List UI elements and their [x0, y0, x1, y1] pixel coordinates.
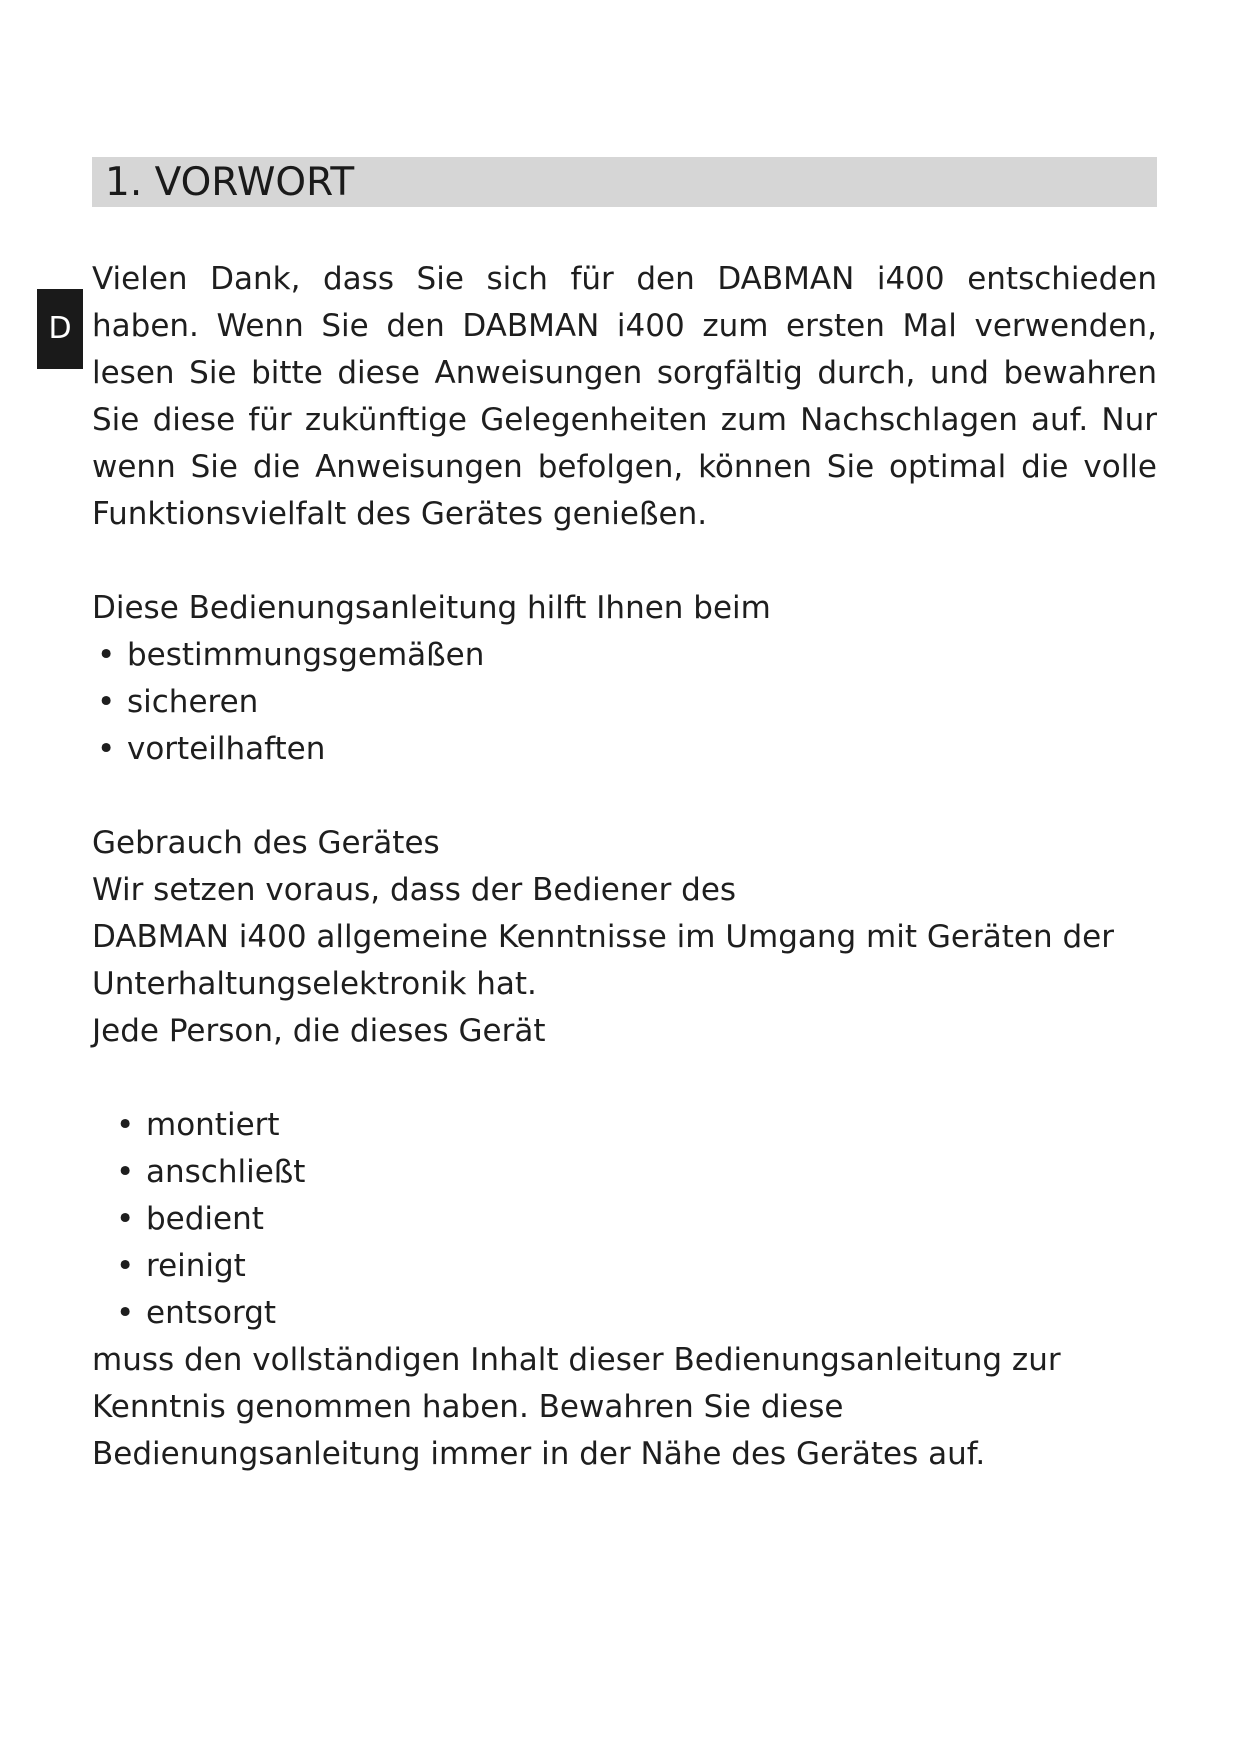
list-item [92, 726, 1157, 773]
bullet-icon: • [97, 731, 116, 767]
bullet-icon: • [116, 1154, 135, 1190]
closing-line: Kenntnis genommen haben. Bewahren Sie diese [92, 1389, 844, 1425]
intro-paragraph: Vielen Dank, dass Sie sich für den DABMAN i400 entschieden haben. Wenn Sie den DABMAN i400 zum ersten Mal verwenden, lesen Sie bitte diese Anweisungen sorgfältig durch, und bewahren Sie diese für zukünftige Gelegenheiten zum Nachschlagen auf. Nur wenn Sie die Anweisungen befolgen, können Sie optimal die volle Funktionsvielfalt des Gerätes genießen. [92, 261, 1157, 532]
usage-line: DABMAN i400 allgemeine Kenntnisse im Umgang mit Geräten der [92, 919, 1114, 955]
manual-help-lead: Diese Bedienungsanleitung hilft Ihnen beim [92, 590, 771, 626]
list-item-label: montiert [146, 1107, 280, 1143]
page-content [92, 256, 1157, 1478]
list-item-label: bestimmungsgemäßen [127, 637, 485, 673]
list-item-label: reinigt [146, 1248, 246, 1284]
closing-line: muss den vollständigen Inhalt dieser Bedienungsanleitung zur [92, 1342, 1061, 1378]
closing-line: Bedienungsanleitung immer in der Nähe des Gerätes auf. [92, 1436, 986, 1472]
section-heading: 1. VORWORT [92, 157, 1157, 207]
list-item [92, 632, 1157, 679]
list-item-label: entsorgt [146, 1295, 277, 1331]
list-item-label: sicheren [127, 684, 259, 720]
usage-list [92, 1102, 1157, 1337]
list-item-label: vorteilhaften [127, 731, 326, 767]
list-item [92, 1243, 1157, 1290]
list-item [92, 1102, 1157, 1149]
bullet-icon: • [97, 684, 116, 720]
usage-line: Wir setzen voraus, dass der Bediener des [92, 872, 737, 908]
usage-title: Gebrauch des Gerätes [92, 825, 440, 861]
bullet-icon: • [116, 1107, 135, 1143]
bullet-icon: • [116, 1295, 135, 1331]
list-item [92, 679, 1157, 726]
bullet-icon: • [116, 1201, 135, 1237]
bullet-icon: • [97, 637, 116, 673]
usage-line: Unterhaltungselektronik hat. [92, 966, 537, 1002]
manual-help-list [92, 632, 1157, 773]
list-item [92, 1290, 1157, 1337]
spacer [92, 773, 1157, 820]
bullet-icon: • [116, 1248, 135, 1284]
usage-line: Jede Person, die dieses Gerät [92, 1013, 546, 1049]
list-item [92, 1196, 1157, 1243]
spacer [92, 1055, 1157, 1102]
language-tab: D [37, 289, 83, 369]
spacer [92, 538, 1157, 585]
list-item [92, 1149, 1157, 1196]
list-item-label: anschließt [146, 1154, 306, 1190]
list-item-label: bedient [146, 1201, 264, 1237]
